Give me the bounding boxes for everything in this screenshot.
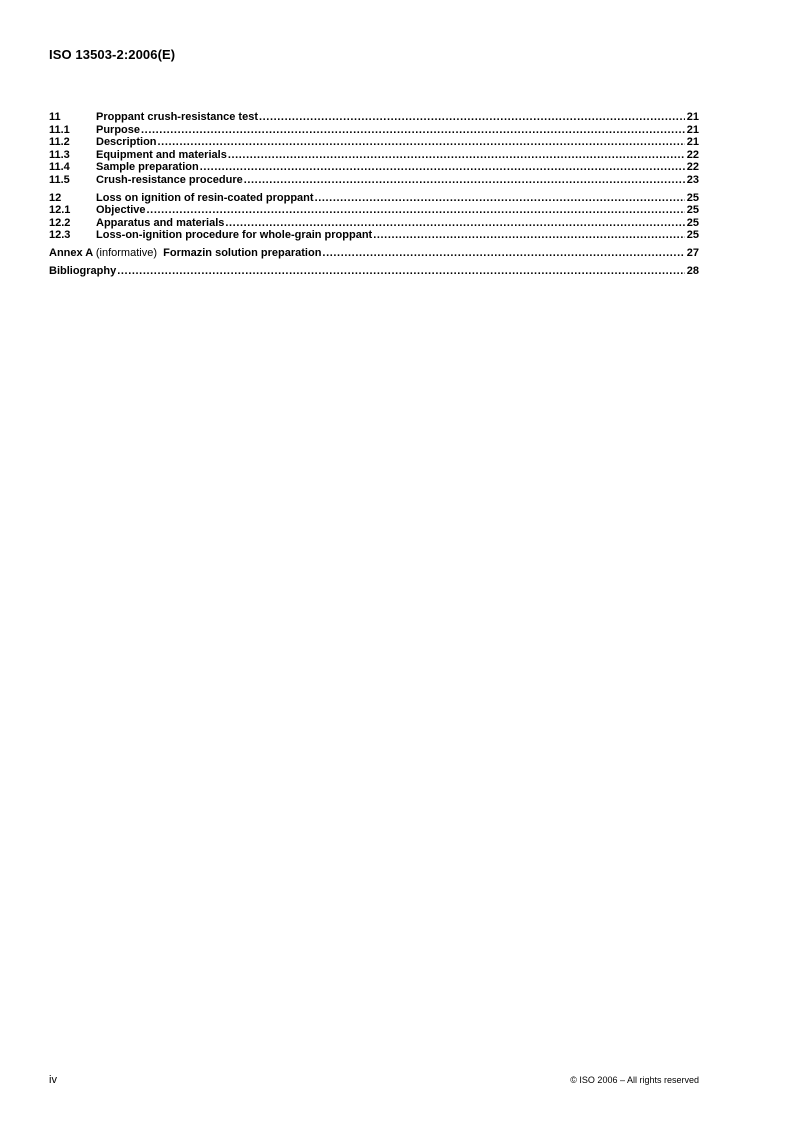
dot-leader	[141, 124, 685, 137]
toc-entry-page: 25	[686, 204, 699, 217]
annex-title: Formazin solution preparation	[163, 246, 322, 259]
toc-entry[interactable]	[49, 149, 699, 162]
dot-leader	[117, 265, 685, 278]
dot-leader	[225, 217, 684, 230]
dot-leader	[259, 111, 685, 124]
toc-entry-page: 27	[686, 246, 699, 259]
toc-entry-page: 21	[686, 136, 699, 149]
dot-leader	[244, 174, 685, 187]
toc-entry-page: 21	[686, 123, 699, 136]
toc-entry-number: 12	[49, 191, 62, 204]
toc-entry[interactable]	[49, 136, 699, 149]
toc-entry-number: 11.4	[49, 161, 70, 174]
toc-entry[interactable]	[49, 217, 699, 230]
toc-entry-title: Proppant crush-resistance test	[96, 111, 258, 123]
toc-entry-page: 28	[686, 264, 699, 277]
dot-leader	[373, 229, 685, 242]
document-header: ISO 13503-2:2006(E)	[49, 47, 176, 62]
toc-entry-title: Description	[96, 136, 157, 149]
toc-entry[interactable]	[49, 124, 699, 137]
toc-entry-number: 12.3	[49, 229, 71, 242]
toc-entry[interactable]	[49, 192, 699, 205]
dot-leader	[315, 192, 685, 205]
toc-entry-number: 11.2	[49, 136, 70, 149]
toc-entry-title: Purpose	[96, 123, 141, 136]
toc-entry-page: 25	[686, 216, 699, 229]
toc-entry-number: 12.2	[49, 216, 71, 229]
page-number: iv	[49, 1074, 57, 1086]
toc-entry-number: 12.1	[49, 204, 71, 217]
annex-label: Annex A	[49, 246, 93, 259]
toc-entry-number: 11.3	[49, 148, 70, 161]
toc-entry-page: 25	[686, 191, 699, 204]
toc-entry-number: 11.1	[49, 123, 70, 136]
toc-entry-number: 11	[49, 111, 61, 123]
toc-entry-page: 23	[686, 173, 699, 186]
toc-annex-entry[interactable]	[49, 247, 699, 260]
table-of-contents	[49, 111, 699, 277]
toc-entry-page: 22	[686, 161, 699, 174]
toc-entry-page: 21	[686, 111, 699, 123]
toc-entry-title: Crush-resistance procedure	[96, 173, 243, 186]
toc-entry-title: Apparatus and materials	[96, 216, 225, 229]
toc-entry[interactable]	[49, 229, 699, 242]
toc-entry-title: Loss on ignition of resin-coated proppant	[96, 191, 314, 204]
toc-entry-number: 11.5	[49, 173, 70, 186]
toc-entry-title: Equipment and materials	[96, 148, 227, 161]
toc-entry-title: Sample preparation	[96, 161, 199, 174]
toc-entry-page: 22	[686, 148, 699, 161]
dot-leader	[158, 136, 685, 149]
toc-entry[interactable]	[49, 111, 699, 124]
toc-entry-title: Objective	[96, 204, 146, 217]
dot-leader	[228, 149, 685, 162]
dot-leader	[322, 247, 684, 260]
toc-annex-title-group	[49, 247, 321, 260]
toc-entry[interactable]	[49, 204, 699, 217]
toc-bibliography-entry[interactable]	[49, 265, 699, 278]
toc-entry-page: 25	[686, 229, 699, 242]
toc-entry[interactable]	[49, 161, 699, 174]
dot-leader	[147, 204, 685, 217]
copyright-notice: © ISO 2006 – All rights reserved	[570, 1075, 699, 1085]
bibliography-title: Bibliography	[49, 264, 117, 277]
toc-entry[interactable]	[49, 174, 699, 187]
toc-entry-title: Loss-on-ignition procedure for whole-grain proppant	[96, 229, 373, 242]
dot-leader	[200, 161, 685, 174]
annex-note: (informative)	[95, 246, 157, 259]
